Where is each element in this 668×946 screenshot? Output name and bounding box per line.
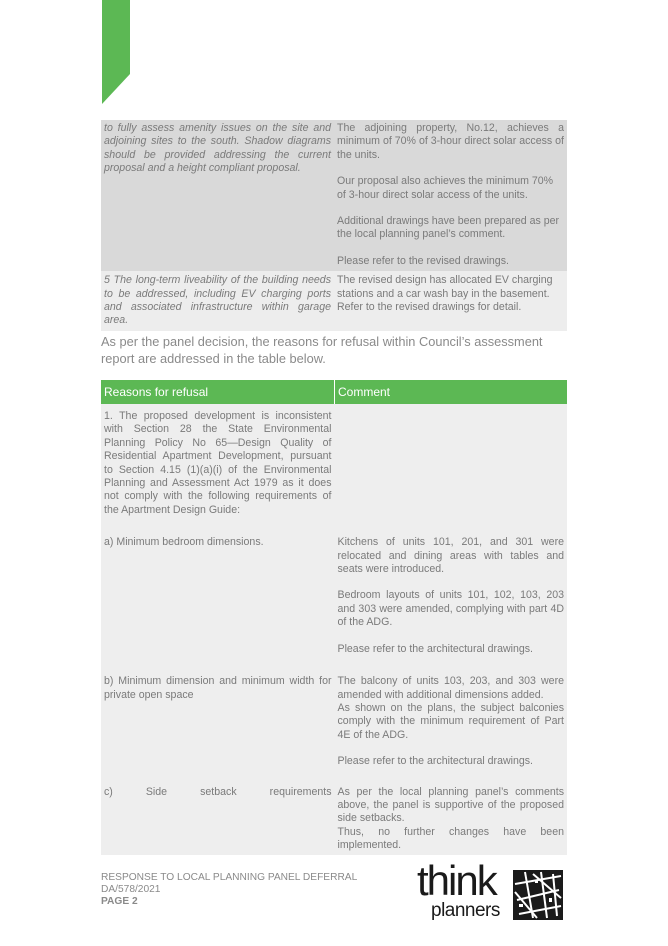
footer <box>101 872 357 908</box>
table-row <box>101 669 567 781</box>
comment-paragraph: Bedroom layouts of units 101, 102, 103, 203 and 303 were amended, complying with part 4D of the ADG. <box>337 589 564 629</box>
panel-comment-cell: to fully assess amenity issues on the site and adjoining sites to the south. Shadow diagrams should be provided addressing the current proposal and a height compliant proposal. <box>101 120 334 271</box>
comment-cell <box>335 782 568 855</box>
street-map-icon <box>513 870 563 920</box>
response-paragraph: The adjoining property, No.12, achieves a minimum of 70% of 3-hour direct solar access of the units. <box>337 122 564 161</box>
table-row <box>101 271 567 331</box>
table-row <box>101 782 567 855</box>
response-paragraph: Additional drawings have been prepared as per the local planning panel’s comment. <box>337 215 560 241</box>
table-row <box>101 120 567 271</box>
response-cell <box>334 271 567 331</box>
comment-paragraph: Kitchens of units 101, 201, and 301 were relocated and dining areas with tables and seats were introduced. <box>337 536 564 576</box>
comment-cell <box>335 404 568 530</box>
comment-paragraph: As per the local planning panel’s comments above, the panel is supportive of the proposed side setbacks. Thus, no further changes have been implemented. <box>337 785 564 852</box>
company-logo <box>417 857 567 924</box>
comment-paragraph: The balcony of units 103, 203, and 303 were amended with additional dimensions added. As shown on the plans, the subject balconies comply with the minimum requirement of Part 4E of the ADG. <box>337 675 564 741</box>
prior-comments-table <box>101 120 567 331</box>
footer-reference: DA/578/2021 <box>101 884 161 895</box>
refusal-reasons-table <box>101 380 567 855</box>
panel-comment-cell: 5 The long-term liveability of the building needs to be addressed, including EV charging ports and associated infrastructure within garage area. <box>101 271 334 331</box>
response-paragraph: Our proposal also achieves the minimum 70% of 3-hour direct solar access of the units. <box>337 175 554 201</box>
comment-cell <box>335 530 568 669</box>
response-paragraph: The revised design has allocated EV charging stations and a car wash bay in the basement. Refer to the revised drawings for detail. <box>337 274 553 314</box>
footer-title: RESPONSE TO LOCAL PLANNING PANEL DEFERRAL <box>101 872 358 883</box>
logo-word-think: think <box>417 857 496 904</box>
refusal-reason-cell: a) Minimum bedroom dimensions. <box>101 530 335 669</box>
intro-paragraph: As per the panel decision, the reasons for refusal within Council’s assessment report are addressed in the table below. <box>101 334 543 366</box>
response-paragraph: Please refer to the revised drawings. <box>337 254 509 267</box>
refusal-reason-cell: c) Side setback requirements <box>101 782 335 855</box>
refusal-reason-cell: b) Minimum dimension and minimum width for private open space <box>101 669 335 781</box>
table-row <box>101 530 567 669</box>
comment-paragraph: Please refer to the architectural drawings. <box>337 642 533 655</box>
column-header-comment: Comment <box>335 380 568 404</box>
table-header-row <box>101 380 567 404</box>
column-header-reasons: Reasons for refusal <box>101 380 335 404</box>
table-row <box>101 404 567 530</box>
response-cell <box>334 120 567 271</box>
refusal-reason-cell: 1. The proposed development is inconsistent with Section 28 the State Environmental Planning Policy No 65—Design Quality of Residential Apartment Development, pursuant to Section 4.15 (1)(a)(i) of the Environmental Planning and Assessment Act 1979 as it does not comply with the following requirements of the Apartment Design Guide: <box>101 404 335 530</box>
page-number: PAGE 2 <box>101 896 138 907</box>
comment-cell <box>335 669 568 781</box>
accent-bar <box>0 0 130 104</box>
logo-word-planners: planners <box>431 900 500 921</box>
comment-paragraph: Please refer to the architectural drawings. <box>337 755 533 768</box>
